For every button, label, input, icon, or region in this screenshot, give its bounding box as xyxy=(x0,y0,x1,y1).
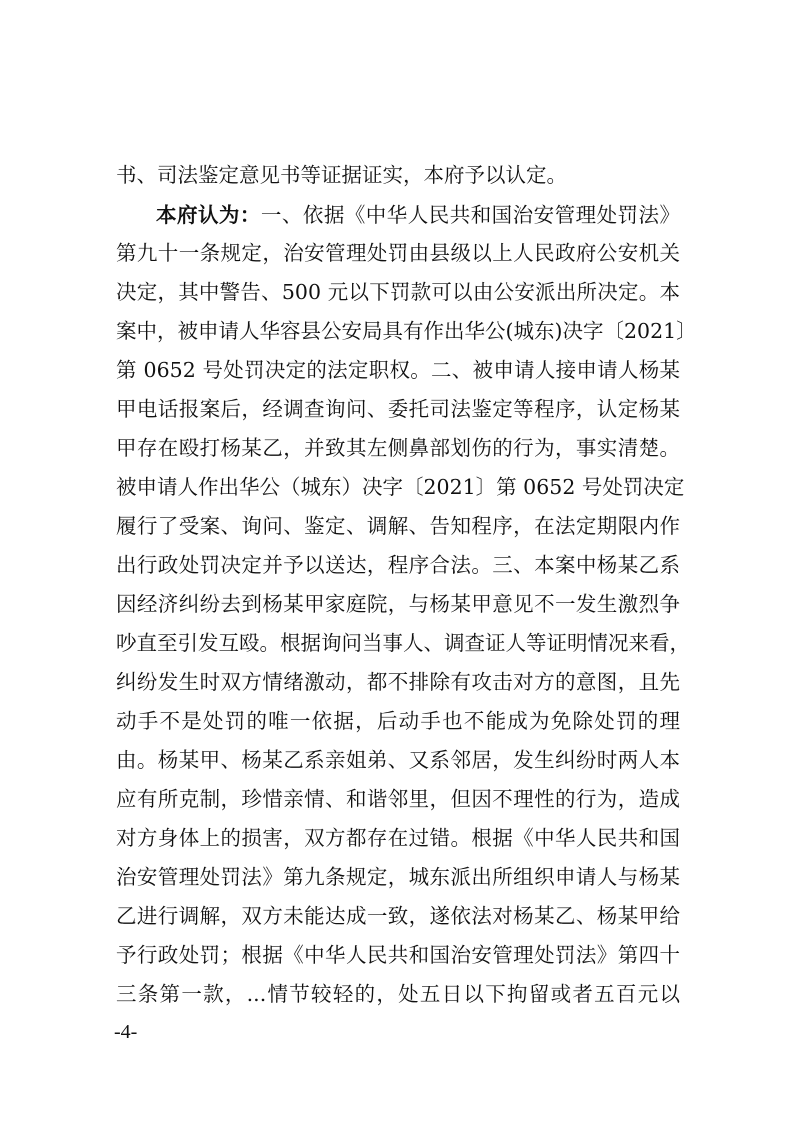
text-line-19: 治安管理处罚法》第九条规定，城东派出所组织申请人与杨某 xyxy=(116,865,680,889)
text-line-22: 三条第一款，...情节较轻的，处五日以下拘留或者五百元以 xyxy=(116,982,680,1006)
text-line-2 xyxy=(156,200,680,230)
text-line-20: 乙进行调解，双方未能达成一致，遂依法对杨某乙、杨某甲给 xyxy=(116,904,680,928)
text-line-9: 被申请人作出华公（城东）决字〔2021〕第 0652 号处罚决定 xyxy=(116,475,685,499)
text-line-4: 决定，其中警告、500 元以下罚款可以由公安派出所决定。本 xyxy=(116,280,680,304)
page-number: -4- xyxy=(114,1021,138,1043)
text-line-16: 由。杨某甲、杨某乙系亲姐弟、又系邻居，发生纠纷时两人本 xyxy=(116,748,680,772)
text-line-15: 动手不是处罚的唯一依据，后动手也不能成为免除处罚的理 xyxy=(116,709,680,733)
text-line-2-body: 一、依据《中华人民共和国治安管理处罚法》 xyxy=(260,203,681,227)
text-line-7: 甲电话报案后，经调查询问、委托司法鉴定等程序，认定杨某 xyxy=(116,397,680,421)
text-line-10: 履行了受案、询问、鉴定、调解、告知程序，在法定期限内作 xyxy=(116,514,680,538)
text-line-14: 纠纷发生时双方情绪激动，都不排除有攻击对方的意图，且先 xyxy=(116,670,680,694)
text-line-8: 甲存在殴打杨某乙，并致其左侧鼻部划伤的行为，事实清楚。 xyxy=(116,436,680,460)
text-line-5: 案中，被申请人华容县公安局具有作出华公(城东)决字〔2021〕 xyxy=(116,319,697,343)
text-line-18: 对方身体上的损害，双方都存在过错。根据《中华人民共和国 xyxy=(116,826,680,850)
text-line-1: 书、司法鉴定意见书等证据证实，本府予以认定。 xyxy=(116,163,567,187)
text-line-17: 应有所克制，珍惜亲情、和谐邻里，但因不理性的行为，造成 xyxy=(116,787,680,811)
conclusion-heading: 本府认为： xyxy=(156,203,261,227)
text-line-12: 因经济纠纷去到杨某甲家庭院，与杨某甲意见不一发生激烈争 xyxy=(116,592,680,616)
text-line-21: 予行政处罚；根据《中华人民共和国治安管理处罚法》第四十 xyxy=(116,943,680,967)
text-line-13: 吵直至引发互殴。根据询问当事人、调查证人等证明情况来看， xyxy=(116,631,690,655)
text-line-3: 第九十一条规定，治安管理处罚由县级以上人民政府公安机关 xyxy=(116,241,680,265)
text-line-6: 第 0652 号处罚决定的法定职权。二、被申请人接申请人杨某 xyxy=(116,358,680,382)
text-line-11: 出行政处罚决定并予以送达，程序合法。三、本案中杨某乙系 xyxy=(116,553,680,577)
